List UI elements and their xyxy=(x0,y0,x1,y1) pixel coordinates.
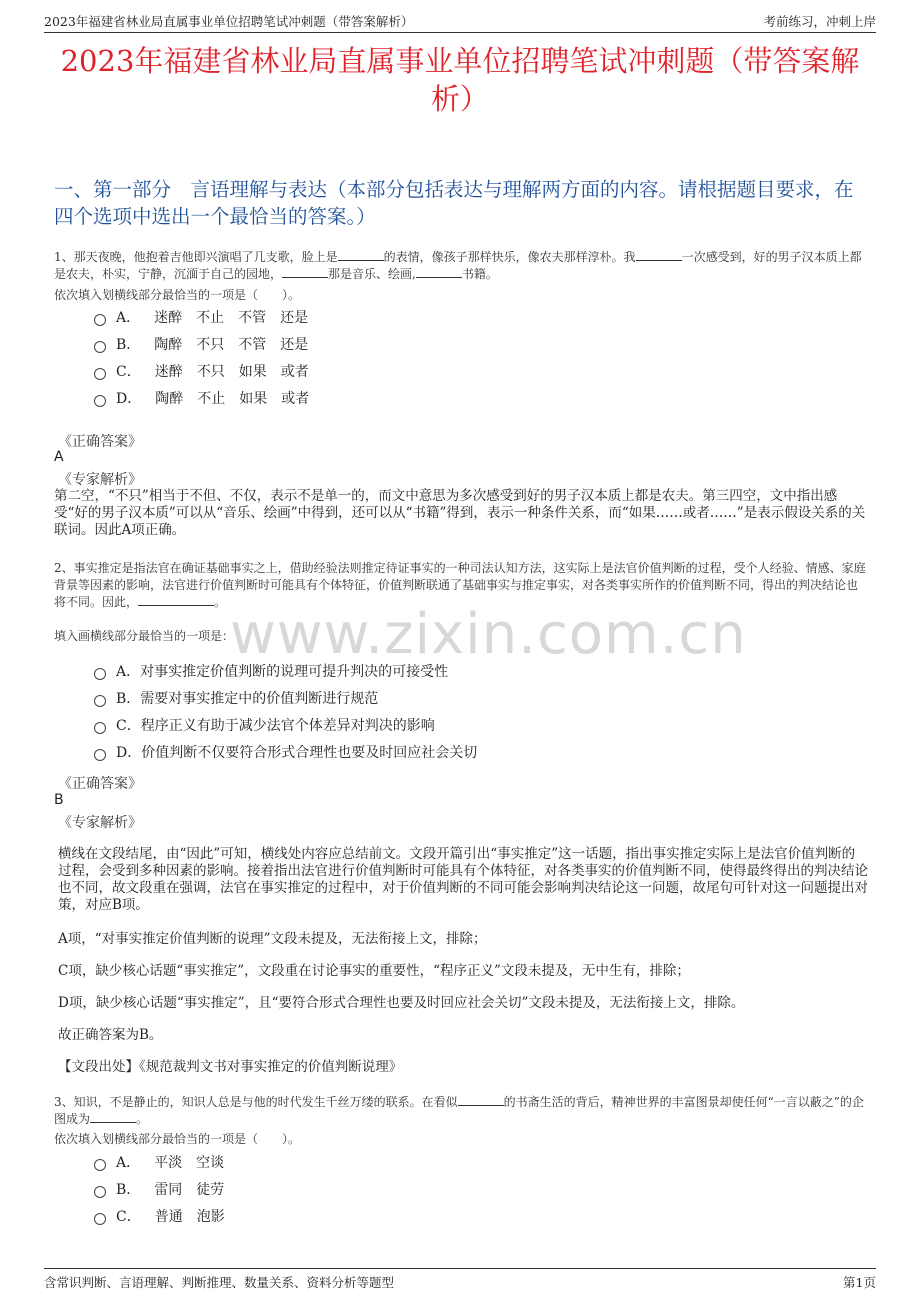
q3-option-c[interactable]: C． 普通 泡影 xyxy=(94,1208,239,1226)
q1-instruction: 依次填入划横线部分最恰当的一项是（ ）。 xyxy=(54,288,301,302)
header-slogan: 考前练习，冲刺上岸 xyxy=(763,14,876,29)
radio-icon[interactable] xyxy=(94,668,106,680)
watermark: www.zixin.com.cn xyxy=(230,602,747,667)
q1-text-e: 书籍。 xyxy=(461,267,498,281)
radio-icon[interactable] xyxy=(94,695,106,707)
q2-answer-label: 《正确答案》 xyxy=(58,776,142,792)
q2-option-b[interactable]: B． 需要对事实推定中的价值判断进行规范 xyxy=(94,690,378,708)
q2-option-c[interactable]: C． 程序正义有助于减少法官个体差异对判决的影响 xyxy=(94,717,435,735)
q1-answer: A xyxy=(54,449,64,465)
q3-option-b[interactable]: B． 雷同 徒劳 xyxy=(94,1181,238,1199)
q3-option-a[interactable]: A． 平淡 空谈 xyxy=(94,1154,238,1172)
q2-analysis-main: 横线在文段结尾，由“因此”可知，横线处内容应总结前文。文段开篇引出“事实推定”这一话题，指出事实推定实际上是法官价值判断的过程，会受到多种因素的影响。接着指出法官进行价值判断时可能具有个体特征，对各类事实的价值判断不同，使得最终得出的判决结论也不同，故文段重在强调，法官在事实推定的过程中，对于价值判断的不同可能会影响判决结论这一问题，故尾句可针对这一问题提出对策，对应B项。 xyxy=(58,846,868,913)
blank xyxy=(636,260,682,261)
q2-analysis-label: 《专家解析》 xyxy=(58,815,142,831)
q1-text-a: 1、那天夜晚，他抱着吉他即兴演唱了几支歌，脸上是 xyxy=(54,250,338,264)
q1-text-d: 那是音乐、绘画, xyxy=(328,267,416,281)
q2-option-a[interactable]: A． 对事实推定价值判断的说理可提升判决的可接受性 xyxy=(94,663,448,681)
question-1-stem xyxy=(54,249,868,283)
q1-text-c: 一次感受到，好的男子汉本质上都是农夫，朴实，宁静，沉湎于自己的园地， xyxy=(54,250,862,281)
radio-icon[interactable] xyxy=(94,341,106,353)
radio-icon[interactable] xyxy=(94,749,106,761)
question-3-stem: 3、知识，不是静止的，知识人总是与他的时代发生千丝万缕的联系。在看似 的书斋生活的背后，精神世界的丰富图景却使任何“一言以蔽之”的企图成为 。 xyxy=(54,1095,864,1126)
q1-text-b: 的表情，像孩子那样快乐，像农夫那样淳朴。我 xyxy=(383,250,636,264)
radio-icon[interactable] xyxy=(94,395,106,407)
q2-option-d[interactable]: D． 价值判断不仅要符合形式合理性也要及时回应社会关切 xyxy=(94,744,477,762)
radio-icon[interactable] xyxy=(94,314,106,326)
q2-source: 【文段出处】《规范裁判文书对事实推定的价值判断说理》 xyxy=(58,1059,403,1075)
q2-analysis-d: D项，缺少核心话题“事实推定”，且“要符合形式合理性也要及时回应社会关切”文段未提及，无法衔接上文，排除。 xyxy=(58,995,745,1011)
page-footer xyxy=(44,1268,876,1290)
q1-option-b[interactable]: B． 陶醉 不只 不管 还是 xyxy=(94,336,322,354)
header-doc-title: 2023年福建省林业局直属事业单位招聘笔试冲刺题（带答案解析） xyxy=(44,14,414,29)
q1-option-d[interactable]: D． 陶醉 不止 如果 或者 xyxy=(94,390,323,408)
q1-option-a[interactable]: A． 迷醉 不止 不管 还是 xyxy=(94,309,322,327)
document-title: 2023年福建省林业局直属事业单位招聘笔试冲刺题（带答案解析） xyxy=(60,44,860,116)
footer-description: 含常识判断、言语理解、判断推理、数量关系、资料分析等题型 xyxy=(44,1275,395,1290)
radio-icon[interactable] xyxy=(94,1213,106,1225)
blank xyxy=(416,277,462,278)
radio-icon[interactable] xyxy=(94,1186,106,1198)
radio-icon[interactable] xyxy=(94,1159,106,1171)
q1-answer-label: 《正确答案》 xyxy=(58,434,142,450)
q2-answer: B xyxy=(54,792,64,808)
q3-instruction: 依次填入划横线部分最恰当的一项是（ ）。 xyxy=(54,1132,301,1146)
blank xyxy=(338,260,384,261)
q1-option-c[interactable]: C． 迷醉 不只 如果 或者 xyxy=(94,363,323,381)
blank xyxy=(138,605,214,606)
page-number: 第1页 xyxy=(843,1275,876,1290)
q2-instruction: 填入画横线部分最恰当的一项是： xyxy=(54,629,235,643)
question-2-stem: 2、事实推定是指法官在确证基础事实之上，借助经验法则推定待证事实的一种司法认知方法，这实际上是法官价值判断的过程，受个人经验、情感、家庭背景等因素的影响，法官进行价值判断时可能具有个体特征，价值判断联通了基础事实与推定事实，对各类事实所作的价值判断不同，得出的判决结论也将不同。因此， 。 xyxy=(54,561,866,609)
blank xyxy=(282,277,328,278)
radio-icon[interactable] xyxy=(94,722,106,734)
section-heading: 一、第一部分 言语理解与表达（本部分包括表达与理解两方面的内容。请根据题目要求，在四个选项中选出一个最恰当的答案。） xyxy=(54,178,854,228)
blank xyxy=(458,1105,504,1106)
radio-icon[interactable] xyxy=(94,368,106,380)
q2-analysis-c: C项，缺少核心话题“事实推定”，文段重在讨论事实的重要性，“程序正义”文段未提及，无中生有，排除； xyxy=(58,963,690,979)
page-header xyxy=(44,10,876,33)
blank xyxy=(90,1122,136,1123)
q2-analysis-a: A项，“对事实推定价值判断的说理”文段未提及，无法衔接上文，排除； xyxy=(58,931,487,947)
q2-conclusion: 故正确答案为B。 xyxy=(58,1027,163,1043)
q1-analysis: 第二空，“不只”相当于不但、不仅，表示不是单一的，而文中意思为多次感受到好的男子汉本质上都是农夫。第三四空，文中指出感受“好的男子汉本质”可以从“音乐、绘画”中得到，还可以从“书籍”得到，表示一种条件关系，而“如果……或者……”是表示假设关系的关联词。因此A项正确。 xyxy=(54,488,866,538)
q1-analysis-label: 《专家解析》 xyxy=(58,472,142,488)
